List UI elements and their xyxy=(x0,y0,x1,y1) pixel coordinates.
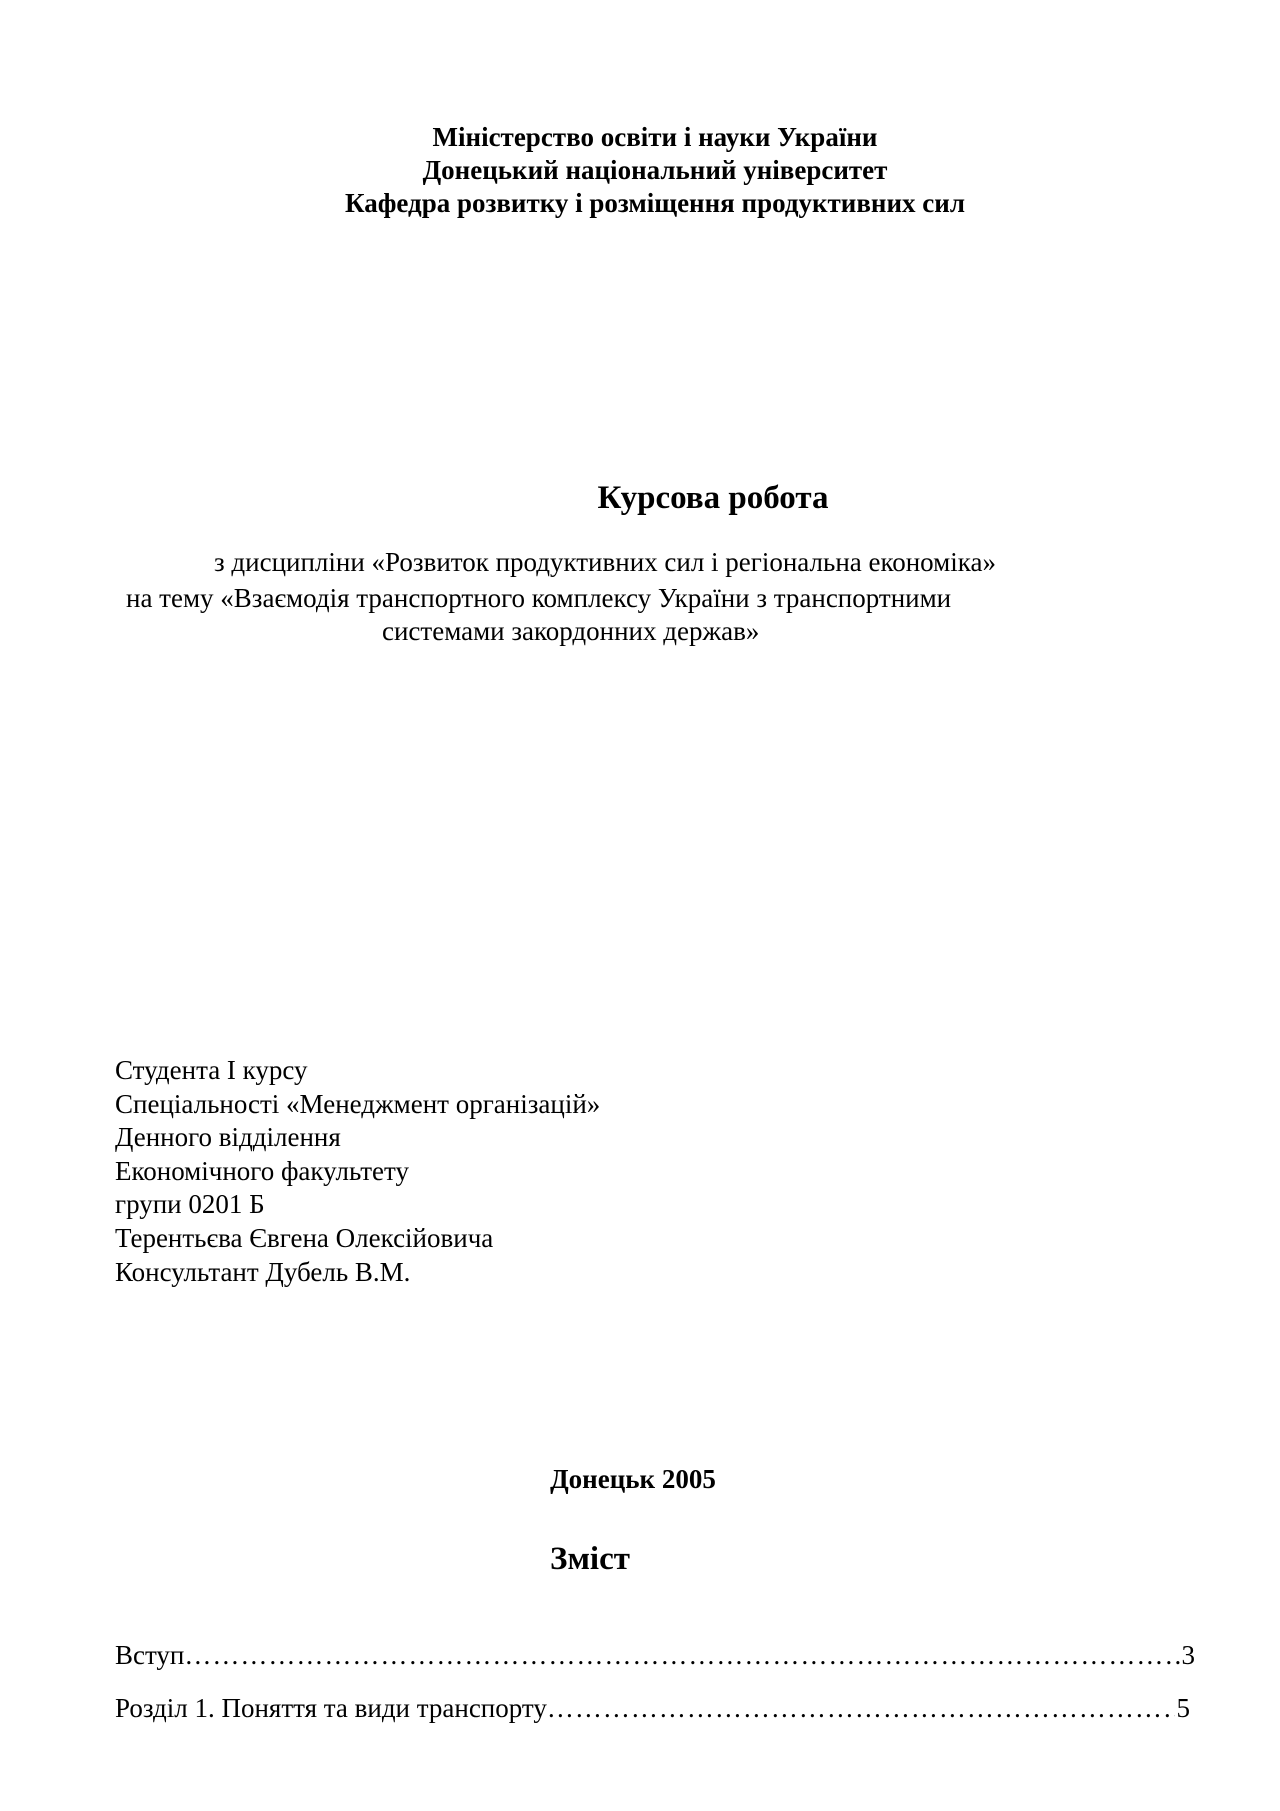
toc-item[interactable] xyxy=(115,1640,1195,1671)
student-department: Денного відділення xyxy=(115,1122,341,1152)
topic-line-1: на тему «Взаємодія транспортного комплексу України з транспортними xyxy=(126,583,952,613)
ministry-name: Міністерство освіти і науки України xyxy=(432,122,878,152)
toc-item-label: Розділ 1. Поняття та види транспорту xyxy=(115,1693,547,1723)
student-course: Студента І курсу xyxy=(115,1055,308,1085)
university-name: Донецький національний університет xyxy=(422,155,888,185)
student-faculty: Економічного факультету xyxy=(115,1156,409,1186)
topic-line-2: системами закордонних держав» xyxy=(382,616,760,646)
discipline-line: з дисципліни «Розвиток продуктивних сил і регіональна економіка» xyxy=(214,547,996,577)
toc-leader-dots xyxy=(547,1693,1175,1724)
toc-item-page: 5 xyxy=(1176,1693,1190,1723)
student-specialty: Спеціальності «Менеджмент організацій» xyxy=(115,1089,601,1119)
toc-leader-dots xyxy=(184,1640,1179,1671)
city-year: Донецьк 2005 xyxy=(550,1464,716,1494)
toc-item-label: Вступ xyxy=(115,1640,185,1670)
toc-item-page: 3 xyxy=(1181,1640,1195,1670)
work-title: Курсова робота xyxy=(597,480,829,516)
contents-heading: Зміст xyxy=(550,1541,630,1577)
consultant-name: Консультант Дубель В.М. xyxy=(115,1257,411,1287)
student-name: Терентьєва Євгена Олексійовича xyxy=(115,1223,494,1253)
student-group: групи 0201 Б xyxy=(115,1189,265,1219)
toc-item[interactable] xyxy=(115,1693,1190,1724)
department-name: Кафедра розвитку і розміщення продуктивних сил xyxy=(345,188,965,218)
